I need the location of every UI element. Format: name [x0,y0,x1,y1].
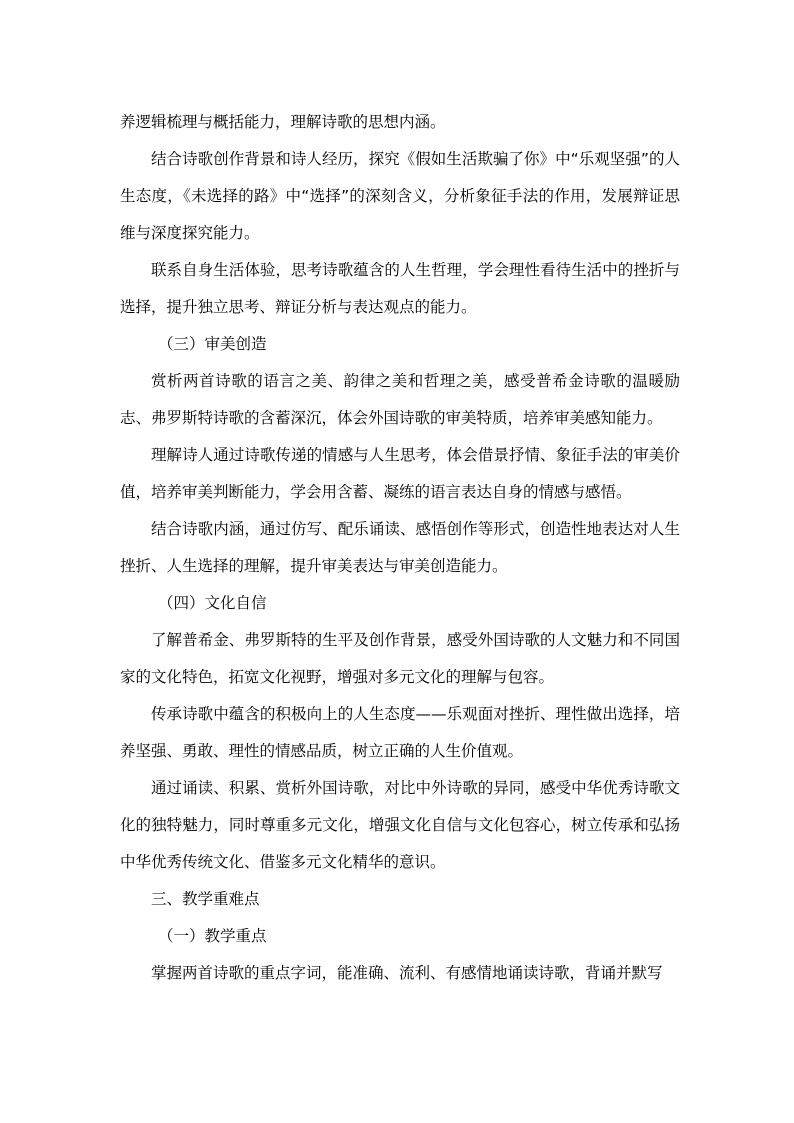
subheading-teaching-key-points: （一）教学重点 [158,927,267,945]
paragraph-understand-emotion: 理解诗人通过诗歌传递的情感与人生思考，体会借景抒情、象征手法的审美价值，培养审美判断能力，学会用含蓄、凝练的语言表达自身的情感与感悟。 [120,446,680,501]
paragraph-explore-attitude: 结合诗歌创作背景和诗人经历，探究《假如生活欺骗了你》中“乐观坚强”的人生态度，《未选择的路》中“选择”的深刻含义，分析象征手法的作用，发展辩证思维与深度探究能力。 [120,150,680,242]
subheading-aesthetic-creation: （三）审美创造 [158,335,267,353]
paragraph-compare-cultures: 通过诵读、积累、赏析外国诗歌，对比中外诗歌的异同，感受中华优秀诗歌文化的独特魅力，同时尊重多元文化，增强文化自信与文化包容心，树立传承和弘扬中华优秀传统文化、借鉴多元文化精华的意识。 [120,779,680,871]
paragraph-continuation: 养逻辑梳理与概括能力，理解诗歌的思想内涵。 [120,113,446,131]
paragraph-appreciate-beauty: 赏析两首诗歌的语言之美、韵律之美和哲理之美，感受普希金诗歌的温暖励志、弗罗斯特诗歌的含蓄深沉，体会外国诗歌的审美特质，培养审美感知能力。 [120,372,680,427]
paragraph-creative-expression: 结合诗歌内涵，通过仿写、配乐诵读、感悟创作等形式，创造性地表达对人生挫折、人生选择的理解，提升审美表达与审美创造能力。 [120,520,680,575]
paragraph-key-vocabulary: 掌握两首诗歌的重点字词，能准确、流利、有感情地诵读诗歌，背诵并默写 [151,964,663,982]
heading-teaching-focus: 三、教学重难点 [151,890,260,908]
paragraph-inherit-attitude: 传承诗歌中蕴含的积极向上的人生态度——乐观面对挫折、理性做出选择，培养坚强、勇敢、理性的情感品质，树立正确的人生价值观。 [120,705,680,760]
paragraph-life-experience: 联系自身生活体验，思考诗歌蕴含的人生哲理，学会理性看待生活中的挫折与选择，提升独立思考、辩证分析与表达观点的能力。 [120,261,680,316]
document-body [120,104,680,992]
paragraph-poet-background: 了解普希金、弗罗斯特的生平及创作背景，感受外国诗歌的人文魅力和不同国家的文化特色，拓宽文化视野，增强对多元文化的理解与包容。 [120,631,680,686]
subheading-cultural-confidence: （四）文化自信 [158,594,267,612]
